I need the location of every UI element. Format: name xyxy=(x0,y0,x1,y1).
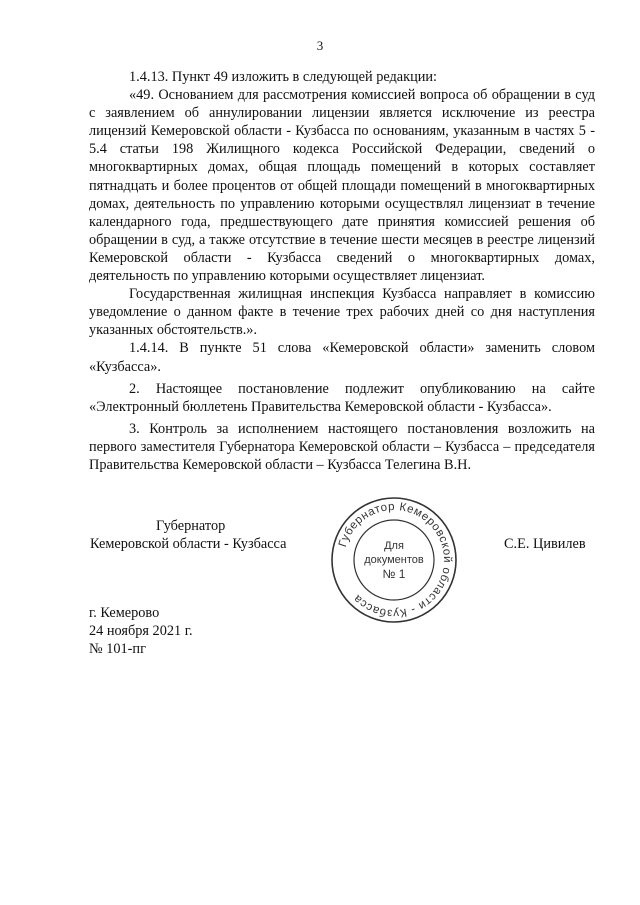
stamp-line-2: документов xyxy=(364,554,424,566)
official-stamp xyxy=(329,495,459,625)
stamp-line-1: Для xyxy=(384,540,404,552)
stamp-ring-text: Губернатор Кемеровской области - Кузбасса xyxy=(336,500,454,620)
paragraph-2-publication: 2. Настоящее постановление подлежит опубликованию на сайте «Электронный бюллетень Правительства Кемеровской области - Кузбасса». xyxy=(89,380,595,415)
paragraph-3-control: 3. Контроль за исполнением настоящего постановления возложить на первого заместителя Губернатора Кемеровской области – Кузбасса – председателя Правительства Кемеровской области – Кузбасса Телегина В.Н. xyxy=(89,420,595,473)
footer-date: 24 ноября 2021 г. xyxy=(89,623,193,639)
stamp-line-3: № 1 xyxy=(382,567,406,581)
page-number: 3 xyxy=(316,38,324,53)
signature-block xyxy=(90,517,330,553)
signature-title: Губернатор xyxy=(156,518,226,534)
paragraph-1-4-14: 1.4.14. В пункте 51 слова «Кемеровской области» заменить словом «Кузбасса». xyxy=(89,340,595,375)
paragraph-point-49: «49. Основанием для рассмотрения комиссией вопроса об обращении в суд с заявлением об аннулировании лицензии является исключение из реестра лицензий Кемеровской области - Кузбасса по основаниям, указанным в частях 5 - 5.4 статьи 198 Жилищного кодекса Российской Федерации, сведений о многоквартирных домах, общая площадь помещений в которых составляет пятнадцать и более процентов от общей площади помещений в многоквартирных домах, деятельность по управлению которыми осуществлял лицензиат в течение календарного года, предшествующего дате принятия комиссией решения об обращении в суд, а также отсутствие в течение шести месяцев в реестре лицензий Кемеровской области - Кузбасса сведений о многоквартирных домах, деятельность по управлению которыми осуществляет лицензиат. xyxy=(89,87,595,285)
paragraph-inspection: Государственная жилищная инспекция Кузбасса направляет в комиссию уведомление о данном факте в течение трех рабочих дней со дня наступления указанных обстоятельств.». xyxy=(89,286,595,339)
footer-number: № 101-пг xyxy=(89,641,146,657)
signature-region: Кемеровской области - Кузбасса xyxy=(90,536,287,552)
footer-city: г. Кемерово xyxy=(89,605,160,621)
signatory-name: С.Е. Цивилев xyxy=(504,536,586,552)
document-body xyxy=(89,68,595,474)
paragraph-1-4-13: 1.4.13. Пункт 49 изложить в следующей редакции: xyxy=(129,69,438,85)
document-footer xyxy=(89,604,193,658)
